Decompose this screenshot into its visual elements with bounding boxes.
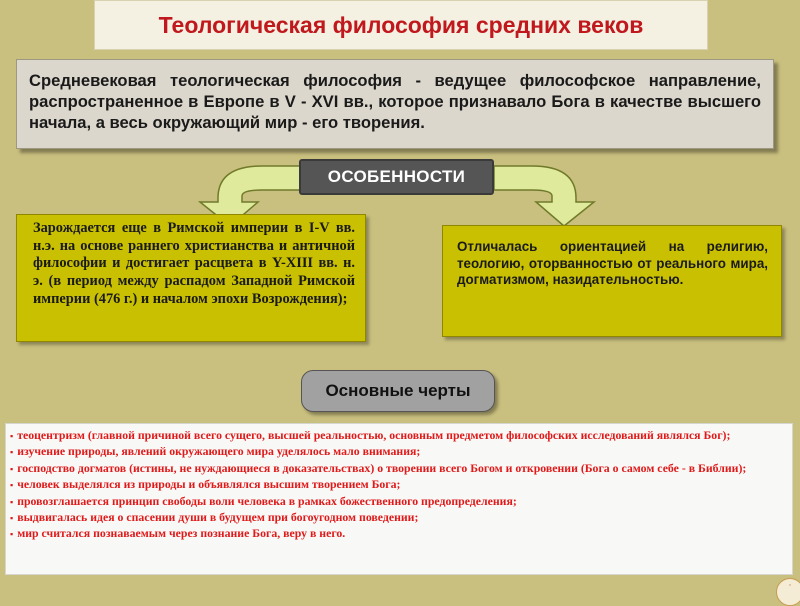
list-item [10, 461, 786, 477]
main-features-button[interactable]: Основные черты [301, 370, 495, 412]
list-item-text: изучение природы, явлений окружающего мира уделялось мало внимания; [17, 444, 421, 459]
list-item-text: человек выделялся из природы и объявлялся высшим творением Бога; [17, 477, 401, 492]
definition-box: Средневековая теологическая философия - ведущее философское направление, распространенное в Европе в V - XVI вв., которое признавало Бога в качестве высшего начала, а весь окружающий мир - его творения. [16, 59, 774, 149]
list-item [10, 428, 786, 444]
list-item-text: мир считался познаваемым через познание Бога, веру в него. [17, 526, 346, 541]
bullet-icon: ▪ [10, 496, 14, 507]
list-item-text: господство догматов (истины, не нуждающиеся в доказательствах) о творении всего Богом и откровении (Бога о самом себе - в Библии); [17, 460, 747, 475]
bullet-icon: ▪ [10, 447, 14, 458]
bullet-icon: ▪ [10, 529, 14, 540]
features-label: ОСОБЕННОСТИ [299, 159, 494, 195]
list-item-text: провозглашается принцип свободы воли человека в рамках божественного предопределения; [17, 493, 517, 508]
list-item-text: выдвигалась идея о спасении души в будущем при богоугодном поведении; [17, 510, 419, 525]
list-item [10, 477, 786, 493]
list-item [10, 510, 786, 526]
curved-arrow-down-right-icon [494, 166, 594, 226]
list-item [10, 494, 786, 510]
main-features-list [5, 423, 793, 575]
bullet-icon: ▪ [10, 480, 14, 491]
bullet-icon: ▪ [10, 431, 14, 441]
origin-box: Зарождается еще в Римской империи в I-V вв. н.э. на основе раннего христианства и античной философии и достигает расцвета в Y-XIII вв. н. э. (в период между распадом Западной Римской империи (476 г.) и началом эпохи Возрождения); [16, 214, 366, 342]
orientation-box: Отличалась ориентацией на религию, теологию, оторванностью от реального мира, догматизмом, назидательностью. [442, 225, 782, 337]
list-item [10, 444, 786, 460]
bullet-icon: ▪ [10, 463, 14, 474]
list-item-text: теоцентризм (главной причиной всего сущего, высшей реальностью, основным предметом философских исследований являлся Бог); [17, 428, 731, 442]
list-item [10, 526, 786, 542]
page-title: Теологическая философия средних веков [158, 11, 644, 38]
navigation-badge-icon[interactable]: · [776, 578, 800, 606]
bullet-icon: ▪ [10, 513, 14, 524]
